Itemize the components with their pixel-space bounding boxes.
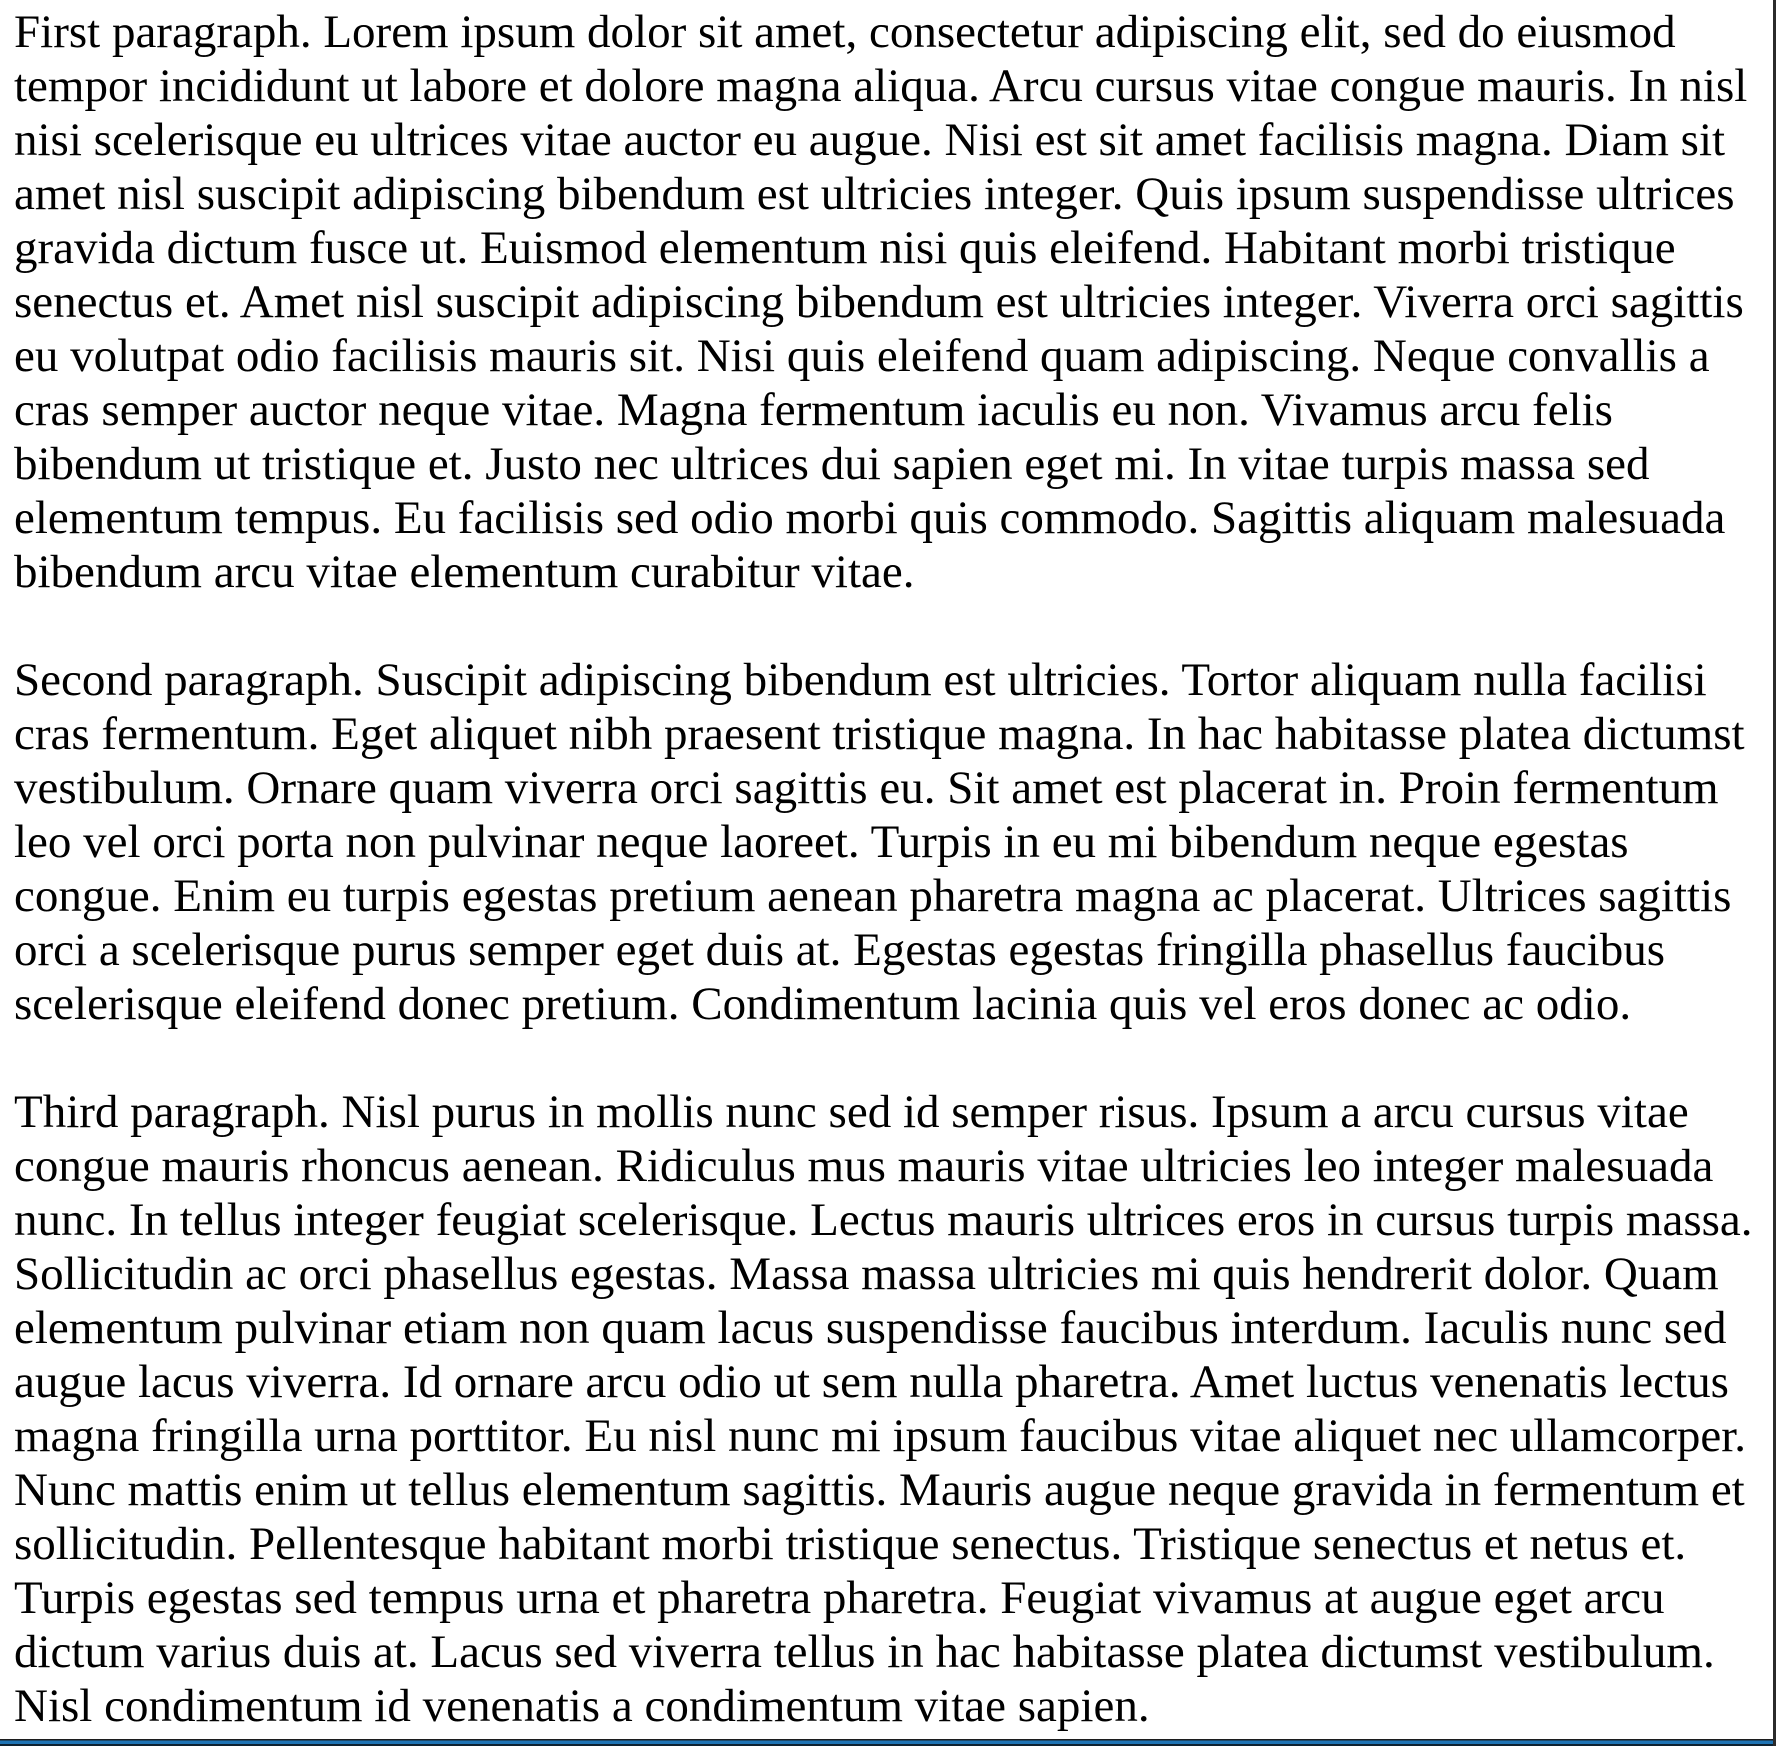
paragraph-second: Second paragraph. Suscipit adipiscing bibendum est ultricies. Tortor aliquam nulla facilisi cras fermentum. Eget aliquet nibh praesent tristique magna. In hac habitasse platea dictumst vestibulum. Ornare quam viverra orci sagittis eu. Sit amet est placerat in. Proin fermentum leo vel orci porta non pulvinar neque laoreet. Turpis in eu mi bibendum neque egestas congue. Enim eu turpis egestas pretium aenean pharetra magna ac placerat. Ultrices sagittis orci a scelerisque purus semper eget duis at. Egestas egestas fringilla phasellus faucibus scelerisque eleifend donec pretium. Condimentum lacinia quis vel eros donec ac odio. — [14, 654, 1745, 1030]
paragraph-first: First paragraph. Lorem ipsum dolor sit amet, consectetur adipiscing elit, sed do eiusmod tempor incididunt ut labore et dolore magna aliqua. Arcu cursus vitae congue mauris. In nisl nisi scelerisque eu ultrices vitae auctor eu augue. Nisi est sit amet facilisis magna. Diam sit amet nisl suscipit adipiscing bibendum est ultricies integer. Quis ipsum suspendisse ultrices gravida dictum fusce ut. Euismod elementum nisi quis eleifend. Habitant morbi tristique senectus et. Amet nisl suscipit adipiscing bibendum est ultricies integer. Viverra orci sagittis eu volutpat odio facilisis mauris sit. Nisi quis eleifend quam adipiscing. Neque convallis a cras semper auctor neque vitae. Magna fermentum iaculis eu non. Vivamus arcu felis bibendum ut tristique et. Justo nec ultrices dui sapien eget mi. In vitae turpis massa sed elementum tempus. Eu facilisis sed odio morbi quis commodo. Sagittis aliquam malesuada bibendum arcu vitae elementum curabitur vitae. — [14, 6, 1748, 598]
bottom-rule-divider — [0, 1739, 1776, 1746]
paragraph-third: Third paragraph. Nisl purus in mollis nunc sed id semper risus. Ipsum a arcu cursus vitae congue mauris rhoncus aenean. Ridiculus mus mauris vitae ultricies leo integer malesuada nunc. In tellus integer feugiat scelerisque. Lectus mauris ultrices eros in cursus turpis massa. Sollicitudin ac orci phasellus egestas. Massa massa ultricies mi quis hendrerit dolor. Quam elementum pulvinar etiam non quam lacus suspendisse faucibus interdum. Iaculis nunc sed augue lacus viverra. Id ornare arcu odio ut sem nulla pharetra. Amet luctus venenatis lectus magna fringilla urna porttitor. Eu nisl nunc mi ipsum faucibus vitae aliquet nec ullamcorper. Nunc mattis enim ut tellus elementum sagittis. Mauris augue neque gravida in fermentum et sollicitudin. Pellentesque habitant morbi tristique senectus. Tristique senectus et netus et. Turpis egestas sed tempus urna et pharetra pharetra. Feugiat vivamus at augue eget arcu dictum varius duis at. Lacus sed viverra tellus in hac habitasse platea dictumst vestibulum. Nisl condimentum id venenatis a condimentum vitae sapien. — [14, 1086, 1753, 1732]
